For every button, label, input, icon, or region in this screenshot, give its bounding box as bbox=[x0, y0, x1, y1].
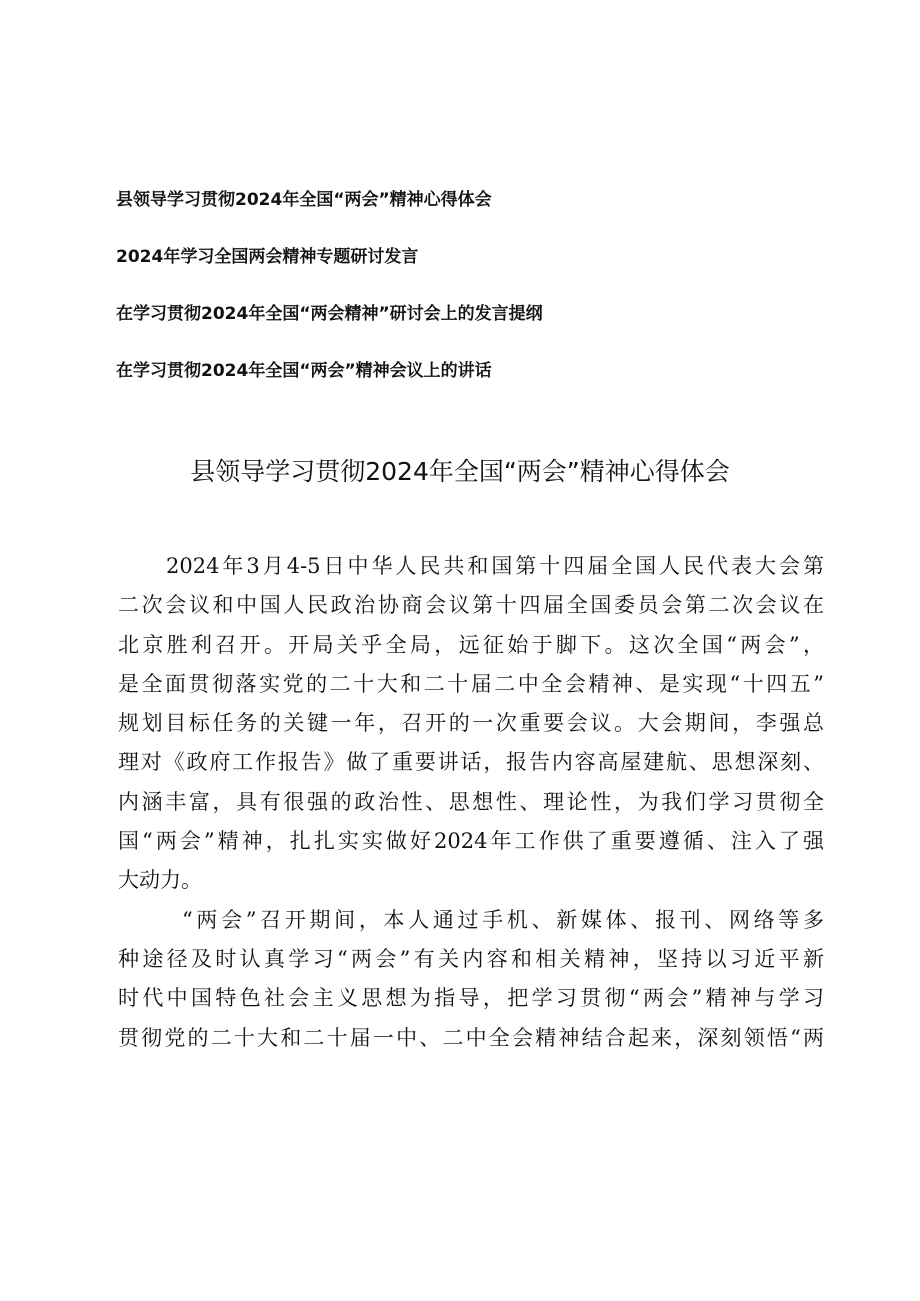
paragraph-2 bbox=[118, 901, 824, 1058]
paragraph-line: “两会”召开期间，本人通过手机、新媒体、报刊、网络等多 bbox=[182, 907, 824, 932]
paragraph-line: 国“两会”精神，扎扎实实做好2024年工作供了重要遵循、注入了强 bbox=[118, 829, 824, 854]
toc-item-1: 县领导学习贯彻2024年全国“两会”精神心得体会 bbox=[116, 190, 492, 210]
document-title: 县领导学习贯彻2024年全国“两会”精神心得体会 bbox=[190, 457, 730, 486]
toc-item-3: 在学习贯彻2024年全国“两会精神”研讨会上的发言提纲 bbox=[116, 304, 543, 324]
paragraph-line: 时代中国特色社会主义思想为指导，把学习贯彻“两会”精神与学习 bbox=[118, 986, 824, 1011]
paragraph-line: 内涵丰富，具有很强的政治性、思想性、理论性，为我们学习贯彻全 bbox=[118, 789, 824, 814]
paragraph-line: 北京胜利召开。开局关乎全局，远征始于脚下。这次全国“两会”， bbox=[118, 632, 824, 657]
table-of-contents bbox=[116, 186, 836, 414]
paragraph-line: 2024年3月4-5日中华人民共和国第十四届全国人民代表大会第 bbox=[166, 554, 824, 578]
paragraph-1 bbox=[118, 547, 824, 901]
document-body bbox=[118, 547, 824, 1058]
paragraph-line: 种途径及时认真学习“两会”有关内容和相关精神，坚持以习近平新 bbox=[118, 946, 824, 971]
paragraph-line: 理对《政府工作报告》做了重要讲话，报告内容高屋建航、思想深刻、 bbox=[118, 750, 824, 775]
paragraph-line: 大动力。 bbox=[118, 868, 202, 893]
paragraph-line: 是全面贯彻落实党的二十大和二十届二中全会精神、是实现“十四五” bbox=[118, 671, 824, 696]
paragraph-line: 规划目标任务的关键一年，召开的一次重要会议。大会期间，李强总 bbox=[118, 711, 824, 736]
paragraph-line: 二次会议和中国人民政治协商会议第十四届全国委员会第二次会议在 bbox=[118, 593, 824, 618]
toc-item-4: 在学习贯彻2024年全国“两会”精神会议上的讲话 bbox=[116, 361, 492, 381]
toc-item-2: 2024年学习全国两会精神专题研讨发言 bbox=[116, 247, 419, 267]
paragraph-line: 贯彻党的二十大和二十届一中、二中全会精神结合起来，深刻领悟“两 bbox=[118, 1025, 824, 1050]
